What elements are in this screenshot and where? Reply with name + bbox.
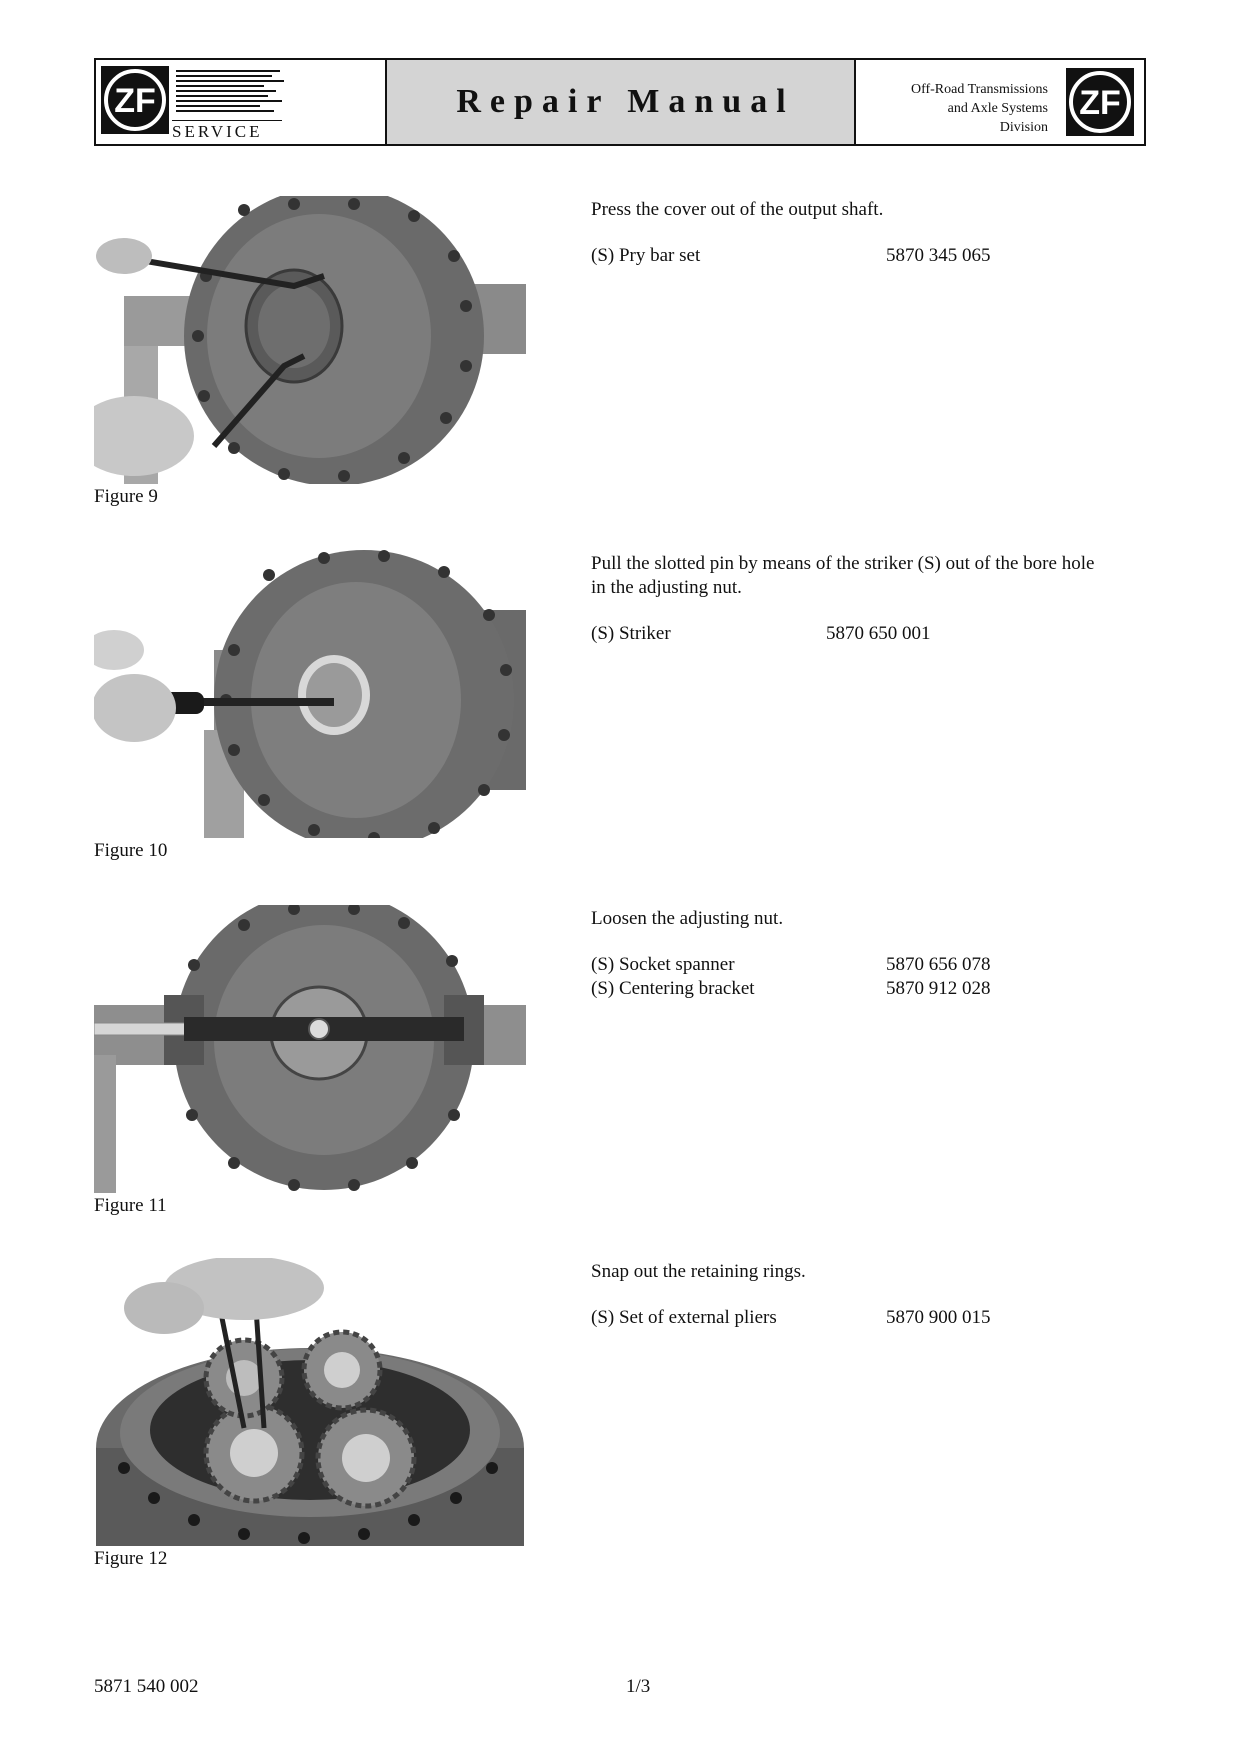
step-figure-10 <box>94 550 1146 870</box>
tool-part-number: 5870 345 065 <box>886 245 991 266</box>
figure-caption: Figure 9 <box>94 486 158 507</box>
tool-name: (S) Centering bracket <box>591 978 755 999</box>
tool-part-number: 5870 650 001 <box>826 623 931 644</box>
tool-name: (S) Pry bar set <box>591 245 701 266</box>
division-block <box>856 60 1144 144</box>
tool-name: (S) Striker <box>591 623 671 644</box>
step-instruction: Loosen the adjusting nut. <box>591 908 784 929</box>
division-line: Division <box>999 120 1048 135</box>
figure-caption: Figure 10 <box>94 840 168 861</box>
service-label: SERVICE <box>172 120 282 142</box>
figure-caption: Figure 12 <box>94 1548 168 1569</box>
tool-list <box>591 953 1111 1001</box>
tool-list <box>591 1306 1111 1330</box>
page-title: Repair Manual <box>456 83 795 120</box>
page-number: 1/3 <box>626 1676 651 1697</box>
step-figure-11 <box>94 905 1146 1225</box>
division-line: and Axle Systems <box>947 101 1048 116</box>
title-block <box>387 60 856 144</box>
tool-part-number: 5870 912 028 <box>886 978 991 999</box>
service-stripes-icon <box>176 68 286 116</box>
zf-logo-icon <box>101 66 169 134</box>
tool-name: (S) Socket spanner <box>591 954 735 975</box>
tool-row <box>591 244 1111 268</box>
tool-row <box>591 1306 1111 1330</box>
step-instruction: Press the cover out of the output shaft. <box>591 199 884 220</box>
tool-list <box>591 244 1111 268</box>
figure-9-photo <box>94 196 526 484</box>
svg-text:ZF: ZF <box>114 82 156 120</box>
page-header <box>94 58 1146 146</box>
division-text <box>911 80 1048 137</box>
figure-11-photo <box>94 905 526 1193</box>
tool-part-number: 5870 656 078 <box>886 954 991 975</box>
step-instruction: Pull the slotted pin by means of the striker (S) out of the bore hole in the adjusting nut. <box>591 553 1095 598</box>
figure-12-photo <box>94 1258 526 1546</box>
step-figure-12 <box>94 1258 1146 1578</box>
step-figure-9 <box>94 196 1146 516</box>
zf-logo-icon <box>1066 68 1134 136</box>
tool-row <box>591 953 1111 977</box>
zf-service-logo-block <box>96 60 387 144</box>
tool-part-number: 5870 900 015 <box>886 1307 991 1328</box>
svg-text:ZF: ZF <box>1079 84 1121 122</box>
step-instruction: Snap out the retaining rings. <box>591 1261 806 1282</box>
figure-10-photo <box>94 550 526 838</box>
division-line: Off-Road Transmissions <box>910 82 1048 97</box>
tool-row <box>591 977 1111 1001</box>
document-number: 5871 540 002 <box>94 1676 199 1697</box>
tool-name: (S) Set of external pliers <box>591 1307 777 1328</box>
figure-caption: Figure 11 <box>94 1195 167 1216</box>
tool-row <box>591 622 1111 646</box>
tool-list <box>591 622 1111 646</box>
